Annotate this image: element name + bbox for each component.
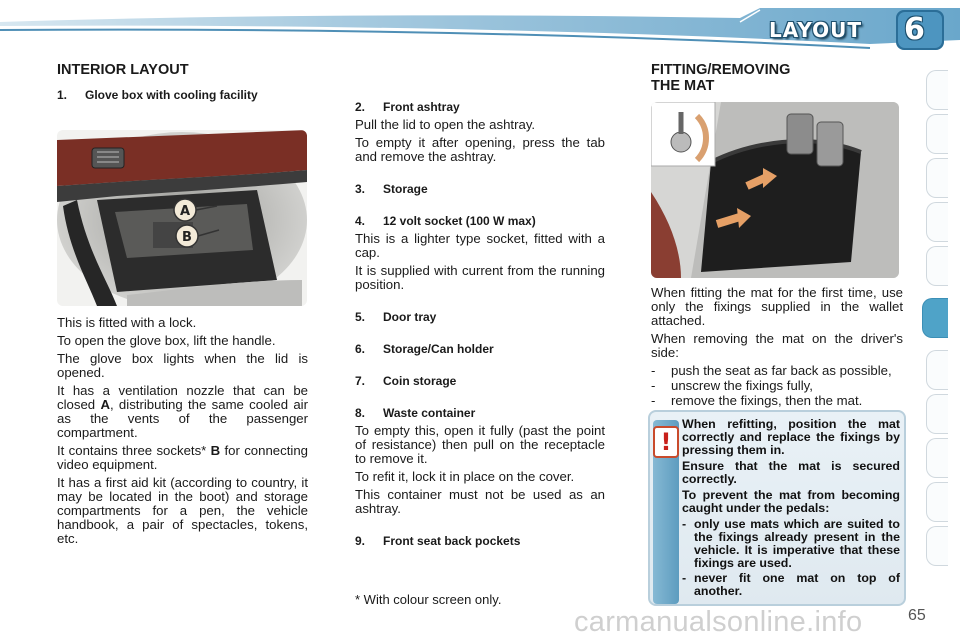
item-number: 2. — [355, 100, 366, 114]
list-item: - unscrew the fixings fully, — [651, 379, 903, 393]
header-band — [0, 0, 960, 58]
list-item: - remove the fixings, then the mat. — [651, 394, 903, 408]
chapter-tab-active[interactable] — [922, 298, 948, 338]
warning-list — [682, 518, 900, 598]
item-label: Storage/Can holder — [383, 342, 494, 356]
spacer — [355, 168, 605, 182]
item-label: Front ashtray — [383, 100, 460, 114]
left-column — [57, 62, 308, 550]
item-heading — [57, 88, 308, 102]
item-label: Front seat back pockets — [383, 534, 521, 548]
item-number: 1. — [57, 88, 68, 102]
paragraph: This container must not be used as an ashtray. — [355, 487, 605, 516]
label-ref: A — [100, 397, 110, 412]
title-line: THE MAT — [651, 78, 715, 94]
removal-steps — [651, 364, 903, 408]
paragraph: It has a first aid kit (according to country, it may be located in the boot) and storage compartments for a pen, the vehicle handbook, a pair of spectacles, tokens, etc. — [57, 475, 308, 546]
item-label: 12 volt socket (100 W max) — [383, 214, 536, 228]
paragraph — [57, 384, 308, 440]
paragraph: When removing the mat on the driver's side: — [651, 331, 903, 360]
item-number: 5. — [355, 310, 366, 324]
paragraph: This is a lighter type socket, fitted with a cap. — [355, 231, 605, 260]
text: It has a ventilation nozzle that can be closed — [57, 383, 308, 412]
paragraph — [57, 444, 308, 472]
chapter-tab[interactable] — [926, 246, 948, 286]
item-heading — [355, 406, 605, 420]
photo-label-a: A — [179, 204, 191, 219]
paragraph: The glove box lights when the lid is opened. — [57, 351, 308, 380]
paragraph: To refit it, lock it in place on the cover. — [355, 469, 575, 484]
item-number: 9. — [355, 534, 366, 548]
item-label: Glove box with cooling facility — [85, 88, 258, 102]
chapter-tab[interactable] — [926, 438, 948, 478]
warning-paragraph: To prevent the mat from becoming caught under the pedals: — [682, 488, 900, 515]
item-number: 6. — [355, 342, 366, 356]
chapter-tab[interactable] — [926, 482, 948, 522]
spacer — [355, 520, 605, 534]
item-label: Waste container — [383, 406, 476, 420]
item-number: 8. — [355, 406, 366, 420]
item-heading — [355, 310, 605, 324]
paragraph: Pull the lid to open the ashtray. — [355, 117, 536, 132]
warning-paragraph: When refitting, position the mat correctly and replace the fixings by pressing them in. — [682, 417, 900, 457]
chapter-tab[interactable] — [926, 526, 948, 566]
item-heading — [355, 100, 605, 114]
spacer — [355, 392, 605, 406]
warning-text — [682, 418, 900, 600]
spacer — [355, 200, 605, 214]
item-label: Storage — [383, 182, 428, 196]
paragraph: It is supplied with current from the running position. — [355, 263, 605, 292]
warning-icon-strip — [653, 420, 679, 604]
watermark: carmanualsonline.info — [574, 606, 863, 638]
right-column — [651, 62, 903, 409]
text: , distributing the same cooled air as the vents of the passenger compartment. — [57, 397, 308, 440]
chapter-tab[interactable] — [926, 70, 948, 110]
warning-list-item: - only use mats which are suited to the fixings already present in the vehicle. It is imperative that these fixings are used. — [682, 518, 900, 570]
paragraph: This is fitted with a lock. — [57, 315, 197, 330]
section-title-mat — [651, 62, 903, 94]
item-heading — [355, 342, 605, 356]
chapter-tab[interactable] — [926, 202, 948, 242]
warning-list-item: - never fit one mat on top of another. — [682, 572, 900, 598]
item-heading — [355, 214, 605, 228]
chapter-tab[interactable] — [926, 394, 948, 434]
item-number: 3. — [355, 182, 366, 196]
chapter-tab[interactable] — [926, 158, 948, 198]
item-heading — [355, 182, 605, 196]
warning-paragraph: Ensure that the mat is secured correctly. — [682, 459, 900, 486]
item-label: Door tray — [383, 310, 437, 324]
spacer — [355, 360, 605, 374]
spacer — [355, 328, 605, 342]
chapter-tab[interactable] — [926, 114, 948, 154]
section-title-interior: INTERIOR LAYOUT — [57, 62, 189, 78]
chapter-number: 6 — [904, 12, 925, 47]
warning-box — [648, 410, 906, 606]
paragraph: To empty this, open it fully (past the point of resistance) then pull on the receptacle to remove it. — [355, 423, 605, 466]
glove-box-photo — [57, 130, 307, 306]
page-title: LAYOUT — [769, 18, 862, 42]
title-line: FITTING/REMOVING — [651, 62, 791, 78]
paragraph: To empty it after opening, press the tab and remove the ashtray. — [355, 135, 605, 164]
label-ref: B — [210, 443, 221, 458]
spacer — [355, 296, 605, 310]
paragraph: To open the glove box, lift the handle. — [57, 333, 276, 348]
chapter-tab-strip — [926, 70, 948, 570]
page-number: 65 — [908, 607, 926, 624]
footnote: * With colour screen only. — [355, 592, 502, 607]
mat-photo — [651, 102, 899, 278]
list-item: - push the seat as far back as possible, — [651, 364, 903, 378]
photo-label-b: B — [182, 230, 192, 245]
paragraph: When fitting the mat for the first time, use only the fixings supplied in the wallet attached. — [651, 285, 903, 328]
text: for connecting video equipment. — [57, 443, 308, 472]
exclamation-icon: ! — [653, 426, 679, 458]
item-heading — [355, 534, 605, 548]
text: It contains three sockets* — [57, 443, 207, 458]
item-heading — [355, 374, 605, 388]
item-label: Coin storage — [383, 374, 457, 388]
chapter-tab[interactable] — [926, 350, 948, 390]
middle-column — [355, 100, 605, 552]
item-number: 4. — [355, 214, 366, 228]
item-number: 7. — [355, 374, 366, 388]
